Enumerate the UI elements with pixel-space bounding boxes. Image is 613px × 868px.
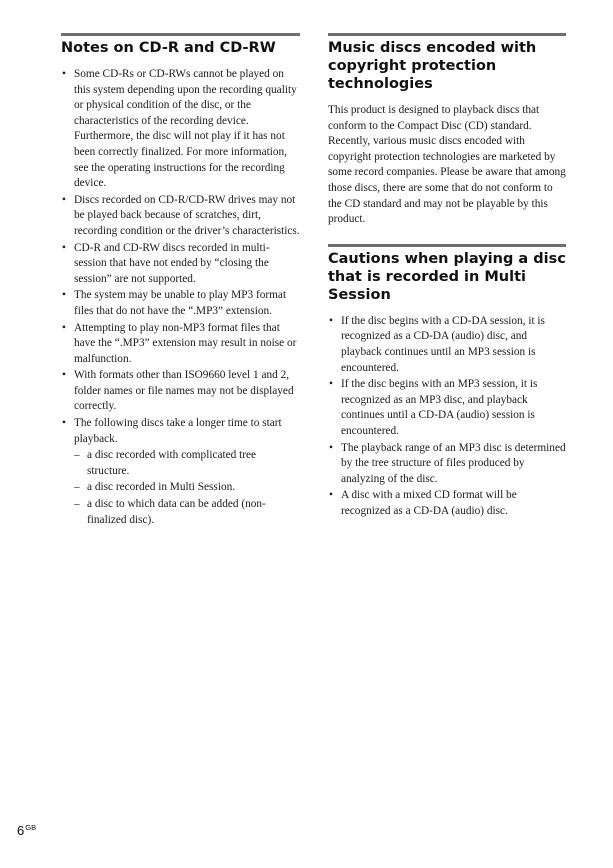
slow-start-disc-list bbox=[74, 448, 300, 528]
multi-session-heading: Cautions when playing a disc that is recorded in Multi Session bbox=[328, 244, 566, 304]
cd-r-notes-heading: Notes on CD-R and CD-RW bbox=[61, 33, 300, 57]
copy-protection-heading: Music discs encoded with copyright protection technologies bbox=[328, 33, 566, 93]
list-item: • If the disc begins with a CD-DA session, it is recognized as a CD-DA (audio) disc, and playback continues until an MP3 session is encountered. bbox=[328, 314, 566, 376]
list-item: • A disc with a mixed CD format will be recognized as a CD-DA (audio) disc. bbox=[328, 488, 566, 519]
list-item: • If the disc begins with an MP3 session, it is recognized as an MP3 disc, and playback continues until a CD-DA (audio) session is encountered. bbox=[328, 377, 566, 439]
page-number-value: 6 bbox=[17, 823, 25, 838]
list-item: • Attempting to play non-MP3 format files that have the “.MP3” extension may result in noise or malfunction. bbox=[61, 321, 300, 368]
list-item: • Some CD-Rs or CD-RWs cannot be played on this system depending upon the recording quality or physical condition of the disc, or the characteristics of the recording device. Furthermore, the disc will not play if it has not been correctly finalized. For more information, see the operating instructions for the recording device. bbox=[61, 67, 300, 192]
sub-list-item: – a disc recorded with complicated tree structure. bbox=[74, 448, 300, 479]
left-column bbox=[61, 33, 300, 529]
right-column bbox=[328, 33, 566, 520]
list-item-text: The following discs take a longer time to start playback. bbox=[74, 417, 282, 445]
list-item: • Discs recorded on CD-R/CD-RW drives may not be played back because of scratches, dirt, recording condition or the driver’s characteristics. bbox=[61, 193, 300, 240]
page-number bbox=[17, 823, 36, 838]
copy-protection-paragraph: This product is designed to playback discs that conform to the Compact Disc (CD) standard. Recently, various music discs encoded with copyright protection technologies are marketed by some record companies. Please be aware that among those discs, there are some that do not conform to the CD standard and may not be playable by this product. bbox=[328, 104, 566, 226]
cd-r-notes-list bbox=[61, 67, 300, 528]
multi-session-list bbox=[328, 314, 566, 520]
sub-list-item: – a disc to which data can be added (non-finalized disc). bbox=[74, 497, 300, 528]
list-item: • The system may be unable to play MP3 format files that do not have the “.MP3” extension. bbox=[61, 288, 300, 319]
list-item: • The playback range of an MP3 disc is determined by the tree structure of files produced by analyzing of the disc. bbox=[328, 441, 566, 488]
list-item: • CD-R and CD-RW discs recorded in multi-session that have not ended by “closing the session” are not supported. bbox=[61, 241, 300, 288]
list-item: • With formats other than ISO9660 level 1 and 2, folder names or file names may not be displayed correctly. bbox=[61, 368, 300, 415]
sub-list-item: – a disc recorded in Multi Session. bbox=[74, 480, 300, 496]
page-region-suffix: GB bbox=[25, 823, 37, 832]
list-item-with-sublist bbox=[61, 416, 300, 528]
